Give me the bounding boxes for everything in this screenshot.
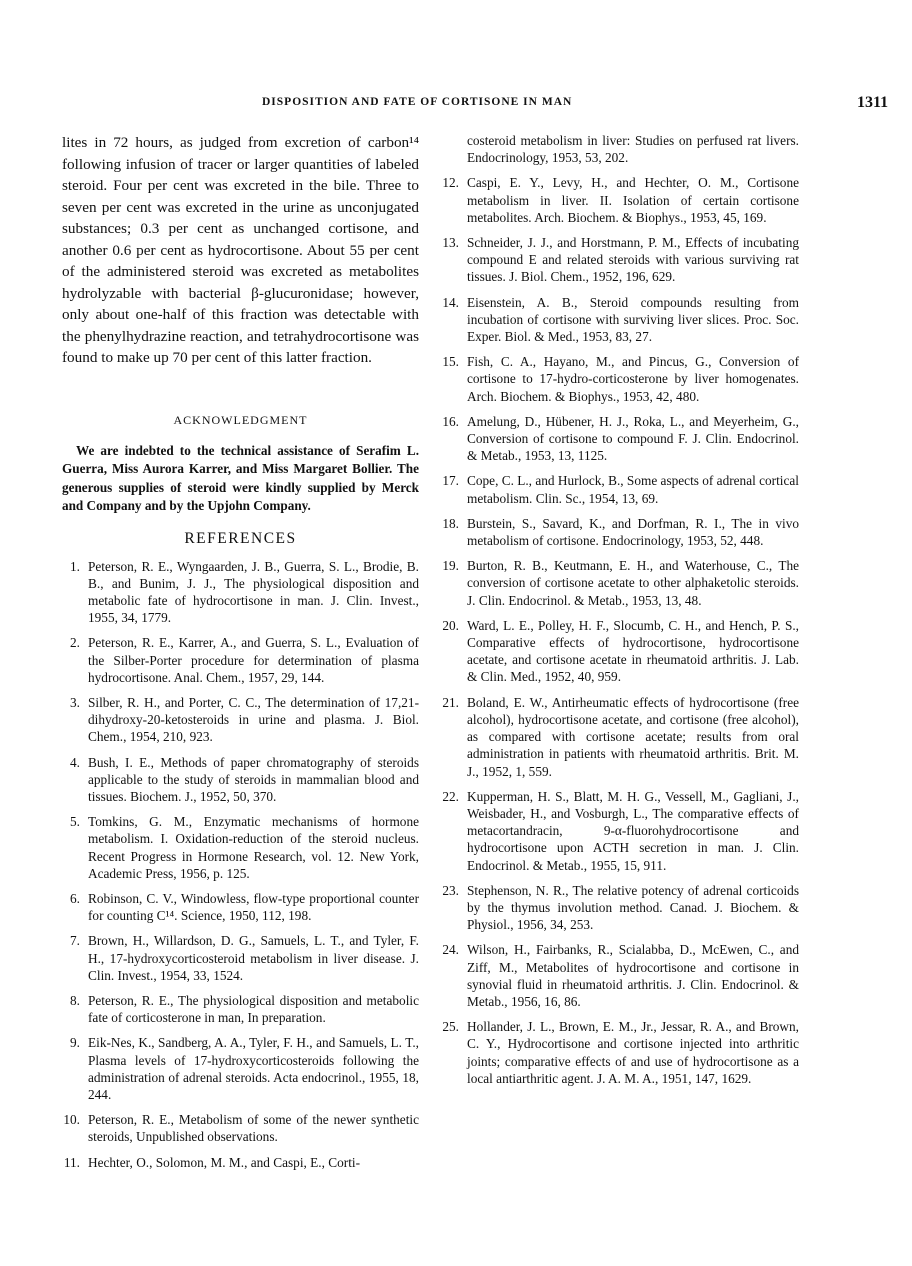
- reference-text: Brown, H., Willardson, D. G., Samuels, L. T., and Tyler, F. H., 17-hydroxycorticosteroid metabolism in liver disease. J. Clin. Invest., 1954, 33, 1524.: [88, 933, 419, 983]
- reference-number: 6.: [70, 890, 80, 906]
- reference-item: [62, 1034, 419, 1103]
- reference-text: Eisenstein, A. B., Steroid compounds resulting from incubation of cortisone with surviving liver slices. Proc. Soc. Exper. Biol. & Med., 1953, 83, 27.: [467, 294, 799, 345]
- reference-number: 17.: [442, 473, 459, 489]
- reference-text: Silber, R. H., and Porter, C. C., The determination of 17,21-dihydroxy-20-ketosteroids in urine and plasma. J. Biol. Chem., 1954, 210, 923.: [88, 694, 419, 745]
- reference-number: 19.: [442, 558, 459, 574]
- references-heading: REFERENCES: [184, 529, 297, 547]
- reference-number: 15.: [442, 354, 459, 370]
- reference-text: Hollander, J. L., Brown, E. M., Jr., Jessar, R. A., and Brown, C. Y., Hydrocortisone and cortisone injected into arthritic joints; comparative effects of and use of hydrocortisone as a local antiarthritic agent. J. A. M. A., 1951, 147, 1629.: [467, 1019, 799, 1086]
- reference-item: [62, 932, 419, 984]
- reference-text: costeroid metabolism in liver: Studies on perfused rat livers. Endocrinology, 1953, 53, 202.: [467, 133, 799, 166]
- reference-number: 7.: [70, 933, 80, 949]
- reference-number: 11.: [63, 1154, 80, 1170]
- reference-text: Caspi, E. Y., Levy, H., and Hechter, O. M., Cortisone metabolism in liver. II. Isolation of certain cortisone metabolites. Arch. Biochem. & Biophys., 1953, 45, 169.: [467, 175, 799, 225]
- reference-number: 23.: [442, 882, 459, 898]
- reference-item: [441, 788, 799, 874]
- body-paragraph: lites in 72 hours, as judged from excretion of carbon¹⁴ following infusion of tracer or larger quantities of labeled steroid. Four per cent was excreted in the bile. Three to seven per cent was excreted in the urine as unconjugated substances; 0.3 per cent as unchanged cortisone, and another 0.6 per cent as hydrocortisone. About 55 per cent of the administered steroid was excreted as metabolites hydrolyzable with bacterial β-glucuronidase; however, only about one-half of this fraction was detectable with the phenylhydrazine reaction, and tetrahydrocortisone was found to make up 70 per cent of this latter fraction.: [62, 134, 419, 366]
- reference-item: [62, 754, 419, 806]
- reference-text: Burstein, S., Savard, K., and Dorfman, R. I., The in vivo metabolism of cortisone. Endocrinology, 1953, 52, 448.: [467, 515, 799, 549]
- reference-number: 9.: [70, 1035, 80, 1051]
- reference-text: Eik-Nes, K., Sandberg, A. A., Tyler, F. H., and Samuels, L. T., Plasma levels of 17-hydroxycorticosteroids following the administration of adrenal steroids. Acta endocrinol., 1955, 18, 244.: [88, 1035, 419, 1102]
- acknowledgment-text: We are indebted to the technical assistance of Serafim L. Guerra, Miss Aurora Karrer, and Miss Margaret Bollier. The generous supplies of steroid were kindly supplied by Merck and Company and by the Upjohn Company.: [62, 442, 419, 513]
- references-list-right: [441, 174, 799, 1087]
- reference-continuation: [441, 132, 799, 166]
- reference-item: [62, 1154, 419, 1171]
- reference-text: Schneider, J. J., and Horstmann, P. M., Effects of incubating compound E and related steroids with various surviving rat tissues. J. Biol. Chem., 1952, 196, 629.: [467, 235, 799, 285]
- reference-number: 20.: [442, 617, 459, 633]
- reference-item: [441, 1018, 799, 1087]
- reference-number: 10.: [63, 1112, 80, 1128]
- reference-number: 24.: [442, 942, 459, 958]
- reference-item: [441, 353, 799, 405]
- reference-item: [441, 694, 799, 780]
- reference-text: Peterson, R. E., Metabolism of some of the newer synthetic steroids, Unpublished observations.: [88, 1112, 419, 1145]
- reference-text: Ward, L. E., Polley, H. F., Slocumb, C. H., and Hench, P. S., Comparative effects of hydrocortisone, hydrocortisone acetate, and cortisone acetate in rheumatoid arthritis. J. Lab. & Clin. Med., 1952, 40, 959.: [467, 617, 799, 685]
- reference-text: Robinson, C. V., Windowless, flow-type proportional counter for counting C¹⁴. Science, 1950, 112, 198.: [88, 890, 419, 924]
- left-column: [62, 132, 419, 1179]
- reference-item: [441, 413, 799, 465]
- reference-number: 4.: [70, 754, 80, 770]
- reference-number: 1.: [70, 558, 80, 574]
- reference-item: [441, 174, 799, 226]
- reference-text: Stephenson, N. R., The relative potency of adrenal corticoids by the thymus involution method. Canad. J. Biochem. & Physiol., 1956, 34, 253.: [467, 882, 799, 933]
- reference-text: Peterson, R. E., Karrer, A., and Guerra, S. L., Evaluation of the Silber-Porter procedure for determination of plasma hydrocortisone. Anal. Chem., 1957, 29, 144.: [88, 635, 419, 685]
- reference-number: 14.: [442, 294, 459, 310]
- reference-text: Hechter, O., Solomon, M. M., and Caspi, E., Corti-: [88, 1154, 361, 1170]
- reference-number: 13.: [442, 235, 459, 251]
- reference-item: [62, 694, 419, 746]
- reference-item: [441, 234, 799, 286]
- reference-item: [62, 634, 419, 686]
- reference-item: [441, 294, 799, 346]
- reference-item: [441, 617, 799, 686]
- reference-text: Peterson, R. E., The physiological disposition and metabolic fate of corticosterone in man, In preparation.: [88, 992, 419, 1026]
- reference-number: 21.: [442, 694, 459, 710]
- acknowledgment-heading: ACKNOWLEDGMENT: [173, 412, 308, 427]
- reference-number: 25.: [442, 1019, 459, 1035]
- reference-text: Amelung, D., Hübener, H. J., Roka, L., and Meyerheim, G., Conversion of cortisone to compound F. J. Clin. Endocrinol. & Metab., 1953, 13, 1125.: [467, 413, 799, 464]
- reference-number: 2.: [70, 635, 80, 651]
- reference-item: [441, 941, 799, 1010]
- running-title: DISPOSITION AND FATE OF CORTISONE IN MAN: [262, 96, 573, 108]
- reference-number: 5.: [70, 814, 80, 830]
- reference-text: Burton, R. B., Keutmann, E. H., and Waterhouse, C., The conversion of cortisone acetate to other alphaketolic steroids. J. Clin. Endocrinol. & Metab., 1953, 13, 48.: [467, 558, 799, 608]
- reference-number: 18.: [442, 515, 459, 531]
- reference-number: 16.: [442, 413, 459, 429]
- reference-number: 12.: [442, 175, 459, 191]
- reference-text: Peterson, R. E., Wyngaarden, J. B., Guerra, S. L., Brodie, B. B., and Bunim, J. J., The physiological disposition and metabolic fate of hydrocortisone in man. J. Clin. Invest., 1955, 34, 1779.: [88, 558, 419, 626]
- reference-text: Cope, C. L., and Hurlock, B., Some aspects of adrenal cortical metabolism. Clin. Sc., 1954, 13, 69.: [467, 473, 799, 506]
- reference-item: [62, 558, 419, 627]
- right-column: [441, 132, 799, 1095]
- reference-item: [441, 515, 799, 549]
- reference-text: Wilson, H., Fairbanks, R., Scialabba, D., McEwen, C., and Ziff, M., Metabolites of hydrocortisone and cortisone in synovial fluid in rheumatoid arthritis. J. Clin. Endocrinol. & Metab., 1956, 16, 86.: [467, 942, 799, 1009]
- reference-text: Kupperman, H. S., Blatt, M. H. G., Vessell, M., Gagliani, J., Weisbader, H., and Vosburgh, L., The comparative effects of metacortandracin, 9-α-fluorohydrocortisone and hydrocortisone upon ACTH secretion in man. J. Clin. Endocrinol. & Metab., 1955, 15, 911.: [467, 788, 799, 873]
- reference-number: 8.: [70, 992, 80, 1008]
- reference-number: 3.: [70, 694, 80, 710]
- reference-item: [441, 882, 799, 934]
- reference-item: [62, 813, 419, 882]
- reference-text: Bush, I. E., Methods of paper chromatography of steroids applicable to the study of steroids in mammalian blood and tissues. Biochem. J., 1952, 50, 370.: [88, 754, 419, 804]
- reference-item: [441, 557, 799, 609]
- reference-item: [441, 472, 799, 506]
- reference-text: Fish, C. A., Hayano, M., and Pincus, G., Conversion of cortisone to 17-hydro-corticosterone by liver homogenates. Arch. Biochem. & Biophys., 1953, 42, 480.: [467, 354, 799, 404]
- reference-number: 22.: [442, 788, 459, 804]
- page-number: 1311: [857, 94, 889, 111]
- references-list-left: [62, 558, 419, 1171]
- reference-text: Tomkins, G. M., Enzymatic mechanisms of hormone metabolism. I. Oxidation-reduction of the steroid nucleus. Recent Progress in Hormone Research, vol. 12. New York, Academic Press, 1956, p. 125.: [88, 814, 419, 881]
- reference-item: [62, 1111, 419, 1145]
- reference-item: [62, 992, 419, 1026]
- reference-item: [62, 890, 419, 924]
- reference-text: Boland, E. W., Antirheumatic effects of hydrocortisone (free alcohol), hydrocortisone acetate, and cortisone (free alcohol), as compared with cortisone acetate; results from oral administration in patients with rheumatoid arthritis. Brit. M. J., 1952, 1, 559.: [467, 694, 799, 779]
